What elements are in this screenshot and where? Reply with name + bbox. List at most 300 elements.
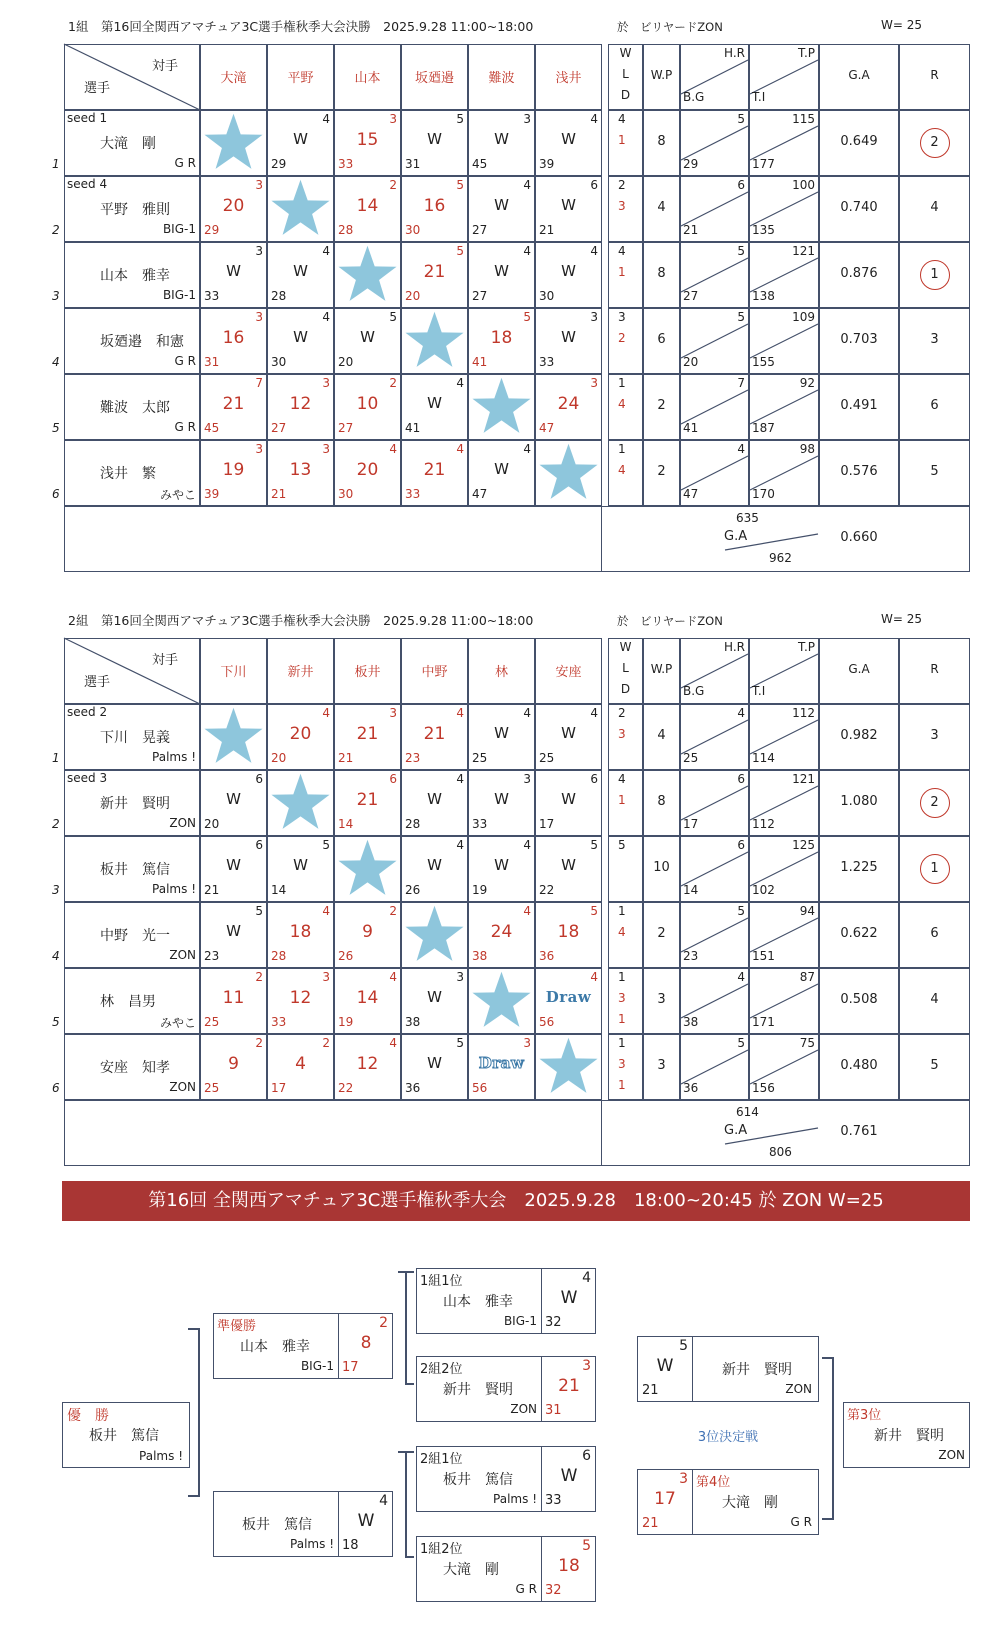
match-points: 29 bbox=[271, 157, 287, 171]
match-score: 12 bbox=[289, 988, 312, 1008]
total-points-sum: 614 bbox=[736, 1105, 759, 1119]
third-place-box bbox=[843, 1402, 970, 1468]
total-points: 75 bbox=[799, 1036, 815, 1050]
losses: 3 bbox=[618, 727, 626, 741]
row-number: 4 bbox=[52, 355, 60, 369]
match-score: 18 bbox=[490, 328, 513, 348]
match-innings: 4 bbox=[456, 706, 464, 720]
total-points: 94 bbox=[799, 904, 815, 918]
player-club: Palms ! bbox=[152, 882, 196, 896]
match-innings: 3 bbox=[322, 970, 330, 984]
player-club: G R bbox=[174, 156, 196, 170]
runnerup-bottom: 17 bbox=[342, 1360, 359, 1375]
match-points: 39 bbox=[539, 157, 555, 171]
win-points: 10 bbox=[653, 860, 670, 875]
header-bg-label: B.G bbox=[683, 90, 705, 104]
match-points: 25 bbox=[204, 1081, 220, 1095]
match-points: 30 bbox=[539, 289, 555, 303]
losses: 3 bbox=[618, 991, 626, 1005]
hr-diagonal bbox=[680, 125, 749, 161]
total-innings: 170 bbox=[752, 487, 775, 501]
semi2b-name: 大滝 剛 bbox=[443, 1562, 499, 1578]
third-a-box bbox=[637, 1336, 819, 1402]
header-wld-1: L bbox=[622, 67, 629, 81]
match-score: W bbox=[226, 856, 241, 874]
total-ga-label: G.A bbox=[724, 1123, 748, 1138]
runnerup-name: 山本 雅幸 bbox=[240, 1339, 310, 1355]
match-innings: 3 bbox=[255, 310, 263, 324]
match-points: 28 bbox=[271, 949, 287, 963]
match-points: 30 bbox=[338, 487, 354, 501]
player-name: 坂廼邉 和憲 bbox=[100, 334, 184, 350]
header-hr-label: H.R bbox=[724, 46, 745, 60]
w-value: W= 25 bbox=[881, 18, 923, 32]
runnerup-label: 準優勝 bbox=[217, 1319, 257, 1334]
match-points: 21 bbox=[338, 751, 354, 765]
wins: 4 bbox=[618, 772, 626, 786]
player-name: 新井 賢明 bbox=[100, 796, 170, 812]
match-score: W bbox=[494, 724, 509, 742]
match-points: 33 bbox=[338, 157, 354, 171]
semi1b-score: 21 bbox=[558, 1376, 580, 1396]
win-points: 3 bbox=[657, 1058, 666, 1073]
player-name: 下川 晃義 bbox=[100, 730, 170, 746]
draws: 1 bbox=[618, 1012, 626, 1026]
match-innings: 2 bbox=[255, 970, 263, 984]
total-innings: 177 bbox=[752, 157, 775, 171]
match-score: W bbox=[293, 856, 308, 874]
champion-club: Palms ! bbox=[139, 1449, 183, 1463]
finalist2-top: 4 bbox=[379, 1493, 388, 1509]
match-innings: 6 bbox=[590, 772, 598, 786]
third-place-name: 新井 賢明 bbox=[874, 1428, 944, 1444]
player-label: 選手 bbox=[84, 675, 111, 690]
total-innings: 151 bbox=[752, 949, 775, 963]
header-wld-2: D bbox=[620, 88, 631, 102]
self-match-star-icon bbox=[270, 178, 331, 240]
match-score: 12 bbox=[289, 394, 312, 414]
semi1b-box bbox=[416, 1356, 596, 1422]
semi1a-club: BIG-1 bbox=[503, 1314, 537, 1328]
general-average: 0.508 bbox=[840, 992, 878, 1007]
player-name: 板井 篤信 bbox=[100, 862, 170, 878]
semi1b-bottom: 31 bbox=[545, 1403, 562, 1418]
match-score: W bbox=[561, 790, 576, 808]
general-average: 0.740 bbox=[840, 200, 878, 215]
header-wp-label: W.P bbox=[650, 662, 673, 676]
total-innings: 156 bbox=[752, 1081, 775, 1095]
third-a-name: 新井 賢明 bbox=[722, 1362, 792, 1378]
general-average: 0.491 bbox=[840, 398, 878, 413]
match-innings: 5 bbox=[255, 904, 263, 918]
match-innings: 3 bbox=[255, 442, 263, 456]
match-innings: 5 bbox=[590, 904, 598, 918]
match-innings: 4 bbox=[590, 244, 598, 258]
match-score: W bbox=[293, 130, 308, 148]
third-a-top: 5 bbox=[679, 1338, 688, 1354]
hr-diagonal bbox=[680, 389, 749, 425]
match-innings: 3 bbox=[322, 376, 330, 390]
venue-text: 於 ビリヤードZON bbox=[617, 20, 723, 34]
wins: 1 bbox=[618, 1036, 626, 1050]
semi1a-bottom: 32 bbox=[545, 1315, 562, 1330]
match-points: 23 bbox=[405, 751, 421, 765]
match-points: 19 bbox=[338, 1015, 354, 1029]
match-innings: 4 bbox=[322, 310, 330, 324]
high-run: 6 bbox=[737, 178, 745, 192]
match-score: W bbox=[427, 1054, 442, 1072]
match-innings: 4 bbox=[322, 706, 330, 720]
rank: 6 bbox=[930, 926, 939, 941]
match-score: W bbox=[561, 724, 576, 742]
match-score: W bbox=[561, 856, 576, 874]
match-points: 41 bbox=[472, 355, 488, 369]
total-points: 109 bbox=[792, 310, 815, 324]
match-innings: 4 bbox=[523, 178, 531, 192]
win-points: 2 bbox=[657, 398, 666, 413]
finalist2-box bbox=[213, 1491, 393, 1557]
win-points: 4 bbox=[657, 728, 666, 743]
total-points: 112 bbox=[792, 706, 815, 720]
high-run: 4 bbox=[737, 970, 745, 984]
match-points: 20 bbox=[405, 289, 421, 303]
player-club: ZON bbox=[169, 816, 196, 830]
win-points: 8 bbox=[657, 134, 666, 149]
high-run: 4 bbox=[737, 706, 745, 720]
tp-diagonal bbox=[749, 191, 819, 227]
match-points: 27 bbox=[472, 223, 488, 237]
semi2b-box bbox=[416, 1536, 596, 1602]
hr-diagonal bbox=[680, 455, 749, 491]
tp-diagonal bbox=[749, 983, 819, 1019]
rank: 5 bbox=[930, 1058, 939, 1073]
rank: 3 bbox=[930, 728, 939, 743]
losses: 4 bbox=[618, 463, 626, 477]
match-innings: 3 bbox=[255, 178, 263, 192]
match-points: 33 bbox=[271, 1015, 287, 1029]
high-run: 7 bbox=[737, 376, 745, 390]
row-number: 6 bbox=[52, 487, 60, 501]
hr-diagonal bbox=[680, 323, 749, 359]
match-innings: 3 bbox=[255, 244, 263, 258]
header-wld-2: D bbox=[620, 682, 631, 696]
general-average: 0.649 bbox=[840, 134, 878, 149]
self-match-star-icon bbox=[471, 970, 532, 1032]
match-innings: 6 bbox=[590, 178, 598, 192]
tp-diagonal bbox=[749, 851, 819, 887]
match-score: 24 bbox=[490, 922, 513, 942]
third-match-title: 3位決定戦 bbox=[697, 1430, 759, 1445]
header-wp-label: W.P bbox=[650, 68, 673, 82]
self-match-star-icon bbox=[471, 376, 532, 438]
table-title: 1組 第16回全関西アマチュア3C選手権秋季大会決勝 2025.9.28 11:00~18:00 bbox=[68, 19, 534, 34]
match-innings: 2 bbox=[255, 1036, 263, 1050]
match-innings: 4 bbox=[322, 904, 330, 918]
match-score: 14 bbox=[356, 988, 379, 1008]
total-innings-sum: 962 bbox=[769, 551, 792, 565]
win-points: 8 bbox=[657, 794, 666, 809]
tp-diagonal bbox=[749, 455, 819, 491]
total-ga-value: 0.660 bbox=[840, 530, 878, 545]
best-game: 20 bbox=[683, 355, 699, 369]
match-points: 28 bbox=[338, 223, 354, 237]
semi1b-club: ZON bbox=[510, 1402, 537, 1416]
semi2a-name: 板井 篤信 bbox=[443, 1472, 513, 1488]
runnerup-box bbox=[213, 1313, 393, 1379]
total-points: 121 bbox=[792, 772, 815, 786]
seed-label: seed 1 bbox=[67, 111, 108, 125]
match-innings: 2 bbox=[389, 178, 397, 192]
match-score: 21 bbox=[356, 724, 379, 744]
match-score: 21 bbox=[356, 790, 379, 810]
match-innings: 4 bbox=[590, 112, 598, 126]
losses: 1 bbox=[618, 265, 626, 279]
player-club: みやこ bbox=[159, 488, 196, 502]
match-points: 39 bbox=[204, 487, 220, 501]
opponent-label: 対手 bbox=[152, 653, 179, 668]
hr-diagonal bbox=[680, 785, 749, 821]
match-score: W bbox=[293, 328, 308, 346]
row-number: 4 bbox=[52, 949, 60, 963]
hr-diagonal bbox=[680, 719, 749, 755]
match-score: W bbox=[494, 790, 509, 808]
header-opponent-name: 林 bbox=[494, 665, 508, 680]
match-points: 56 bbox=[472, 1081, 488, 1095]
wins: 1 bbox=[618, 442, 626, 456]
rank-circled: 1 bbox=[920, 854, 950, 884]
rank-circled: 2 bbox=[920, 788, 950, 818]
match-score: W bbox=[561, 262, 576, 280]
rank: 5 bbox=[930, 464, 939, 479]
high-run: 4 bbox=[737, 442, 745, 456]
rank: 4 bbox=[930, 992, 939, 1007]
hr-diagonal bbox=[680, 851, 749, 887]
match-innings: 2 bbox=[322, 1036, 330, 1050]
best-game: 17 bbox=[683, 817, 699, 831]
third-b-box bbox=[637, 1469, 819, 1535]
match-points: 20 bbox=[204, 817, 220, 831]
win-points: 2 bbox=[657, 926, 666, 941]
match-points: 36 bbox=[539, 949, 555, 963]
match-points: 33 bbox=[204, 289, 220, 303]
match-innings: 3 bbox=[456, 970, 464, 984]
header-ga-label: G.A bbox=[848, 68, 870, 82]
losses: 3 bbox=[618, 1057, 626, 1071]
row-number: 2 bbox=[52, 223, 60, 237]
match-score: 11 bbox=[222, 988, 245, 1008]
match-points: 21 bbox=[204, 883, 220, 897]
match-innings: 6 bbox=[255, 772, 263, 786]
best-game: 36 bbox=[683, 1081, 699, 1095]
self-match-star-icon bbox=[337, 244, 398, 306]
match-innings: 4 bbox=[523, 904, 531, 918]
match-score: 15 bbox=[356, 130, 379, 150]
champion-label: 優 勝 bbox=[67, 1408, 109, 1424]
total-innings: 135 bbox=[752, 223, 775, 237]
self-match-star-icon bbox=[404, 904, 465, 966]
table-title: 2組 第16回全関西アマチュア3C選手権秋季大会決勝 2025.9.28 11:00~18:00 bbox=[68, 613, 534, 628]
match-points: 28 bbox=[405, 817, 421, 831]
match-score: 4 bbox=[295, 1054, 306, 1074]
match-points: 33 bbox=[405, 487, 421, 501]
match-score: 13 bbox=[289, 460, 312, 480]
header-opponent-name: 難波 bbox=[488, 71, 515, 86]
tp-diagonal bbox=[749, 917, 819, 953]
match-points: 29 bbox=[204, 223, 220, 237]
match-score: W bbox=[427, 988, 442, 1006]
general-average: 1.080 bbox=[840, 794, 878, 809]
opponent-label: 対手 bbox=[152, 59, 179, 74]
total-ga-label: G.A bbox=[724, 529, 748, 544]
match-innings: 2 bbox=[389, 904, 397, 918]
player-label: 選手 bbox=[84, 81, 111, 96]
hr-diagonal bbox=[680, 1049, 749, 1085]
match-score: W bbox=[226, 790, 241, 808]
match-innings: 3 bbox=[523, 1036, 531, 1050]
best-game: 14 bbox=[683, 883, 699, 897]
match-innings: 4 bbox=[523, 244, 531, 258]
general-average: 0.703 bbox=[840, 332, 878, 347]
match-score: 16 bbox=[423, 196, 446, 216]
match-score: W bbox=[226, 262, 241, 280]
match-score: W bbox=[561, 196, 576, 214]
match-score: 12 bbox=[356, 1054, 379, 1074]
semi1a-label: 1組1位 bbox=[420, 1274, 463, 1289]
player-club: ZON bbox=[169, 948, 196, 962]
player-name: 安座 知孝 bbox=[100, 1060, 170, 1076]
runnerup-score: 8 bbox=[360, 1333, 372, 1353]
third-a-bottom: 21 bbox=[642, 1383, 659, 1398]
match-points: 23 bbox=[204, 949, 220, 963]
tp-diagonal bbox=[749, 125, 819, 161]
match-score: W bbox=[427, 856, 442, 874]
match-draw: Draw bbox=[478, 1054, 525, 1072]
player-name: 平野 雅則 bbox=[100, 202, 170, 218]
semi1b-name: 新井 賢明 bbox=[443, 1382, 513, 1398]
match-points: 47 bbox=[539, 421, 555, 435]
match-innings: 3 bbox=[322, 442, 330, 456]
match-score: W bbox=[427, 394, 442, 412]
self-match-star-icon bbox=[538, 1036, 599, 1098]
match-innings: 4 bbox=[389, 442, 397, 456]
general-average: 0.576 bbox=[840, 464, 878, 479]
third-b-label: 第4位 bbox=[696, 1475, 731, 1490]
match-points: 31 bbox=[204, 355, 220, 369]
match-score: 18 bbox=[557, 922, 580, 942]
match-points: 33 bbox=[539, 355, 555, 369]
losses: 2 bbox=[618, 331, 626, 345]
semi2a-club: Palms ! bbox=[493, 1492, 537, 1506]
best-game: 41 bbox=[683, 421, 699, 435]
header-wld-1: L bbox=[622, 661, 629, 675]
match-points: 30 bbox=[405, 223, 421, 237]
match-innings: 5 bbox=[590, 838, 598, 852]
match-points: 28 bbox=[271, 289, 287, 303]
high-run: 5 bbox=[737, 112, 745, 126]
venue-text: 於 ビリヤードZON bbox=[617, 614, 723, 628]
rank: 4 bbox=[930, 200, 939, 215]
self-match-star-icon bbox=[404, 310, 465, 372]
header-opponent-name: 大滝 bbox=[220, 71, 247, 86]
match-innings: 5 bbox=[389, 310, 397, 324]
total-diagonal bbox=[724, 1127, 819, 1145]
total-innings: 112 bbox=[752, 817, 775, 831]
match-innings: 4 bbox=[523, 838, 531, 852]
match-innings: 5 bbox=[523, 310, 531, 324]
match-score: 19 bbox=[222, 460, 245, 480]
wins: 4 bbox=[618, 244, 626, 258]
wins: 2 bbox=[618, 706, 626, 720]
match-innings: 4 bbox=[523, 706, 531, 720]
total-innings-sum: 806 bbox=[769, 1145, 792, 1159]
match-innings: 5 bbox=[456, 112, 464, 126]
self-match-star-icon bbox=[203, 112, 264, 174]
semi1b-top: 3 bbox=[582, 1358, 591, 1374]
match-points: 19 bbox=[472, 883, 488, 897]
match-innings: 7 bbox=[255, 376, 263, 390]
high-run: 6 bbox=[737, 772, 745, 786]
match-score: W bbox=[360, 328, 375, 346]
match-points: 14 bbox=[271, 883, 287, 897]
match-innings: 3 bbox=[523, 112, 531, 126]
losses: 4 bbox=[618, 925, 626, 939]
losses: 1 bbox=[618, 793, 626, 807]
match-points: 45 bbox=[204, 421, 220, 435]
total-points: 121 bbox=[792, 244, 815, 258]
win-points: 6 bbox=[657, 332, 666, 347]
tp-diagonal bbox=[749, 323, 819, 359]
hr-diagonal bbox=[680, 983, 749, 1019]
semi2a-bottom: 33 bbox=[545, 1493, 562, 1508]
semi2b-bottom: 32 bbox=[545, 1583, 562, 1598]
total-points-sum: 635 bbox=[736, 511, 759, 525]
general-average: 0.480 bbox=[840, 1058, 878, 1073]
high-run: 5 bbox=[737, 1036, 745, 1050]
match-innings: 3 bbox=[389, 706, 397, 720]
header-opponent-name: 坂廼邉 bbox=[414, 71, 454, 86]
wins: 1 bbox=[618, 904, 626, 918]
row-number: 5 bbox=[52, 1015, 60, 1029]
match-points: 36 bbox=[405, 1081, 421, 1095]
best-game: 47 bbox=[683, 487, 699, 501]
total-innings: 102 bbox=[752, 883, 775, 897]
third-place-club: ZON bbox=[938, 1448, 965, 1462]
match-score: 14 bbox=[356, 196, 379, 216]
match-points: 26 bbox=[338, 949, 354, 963]
header-ti-label: T.I bbox=[752, 90, 766, 104]
match-score: 24 bbox=[557, 394, 580, 414]
row-number: 5 bbox=[52, 421, 60, 435]
header-opponent-name: 下川 bbox=[220, 665, 247, 680]
match-innings: 5 bbox=[456, 178, 464, 192]
total-ga-value: 0.761 bbox=[840, 1124, 878, 1139]
losses: 4 bbox=[618, 397, 626, 411]
match-score: W bbox=[427, 790, 442, 808]
semi2a-top: 6 bbox=[582, 1448, 591, 1464]
high-run: 5 bbox=[737, 244, 745, 258]
win-points: 4 bbox=[657, 200, 666, 215]
finalist2-name: 板井 篤信 bbox=[242, 1517, 312, 1533]
match-points: 21 bbox=[539, 223, 555, 237]
total-points: 100 bbox=[792, 178, 815, 192]
player-club: Palms ! bbox=[152, 750, 196, 764]
finalist2-bottom: 18 bbox=[342, 1538, 359, 1553]
match-points: 20 bbox=[338, 355, 354, 369]
high-run: 6 bbox=[737, 838, 745, 852]
player-club: ZON bbox=[169, 1080, 196, 1094]
third-a-club: ZON bbox=[785, 1382, 812, 1396]
tp-diagonal bbox=[749, 785, 819, 821]
